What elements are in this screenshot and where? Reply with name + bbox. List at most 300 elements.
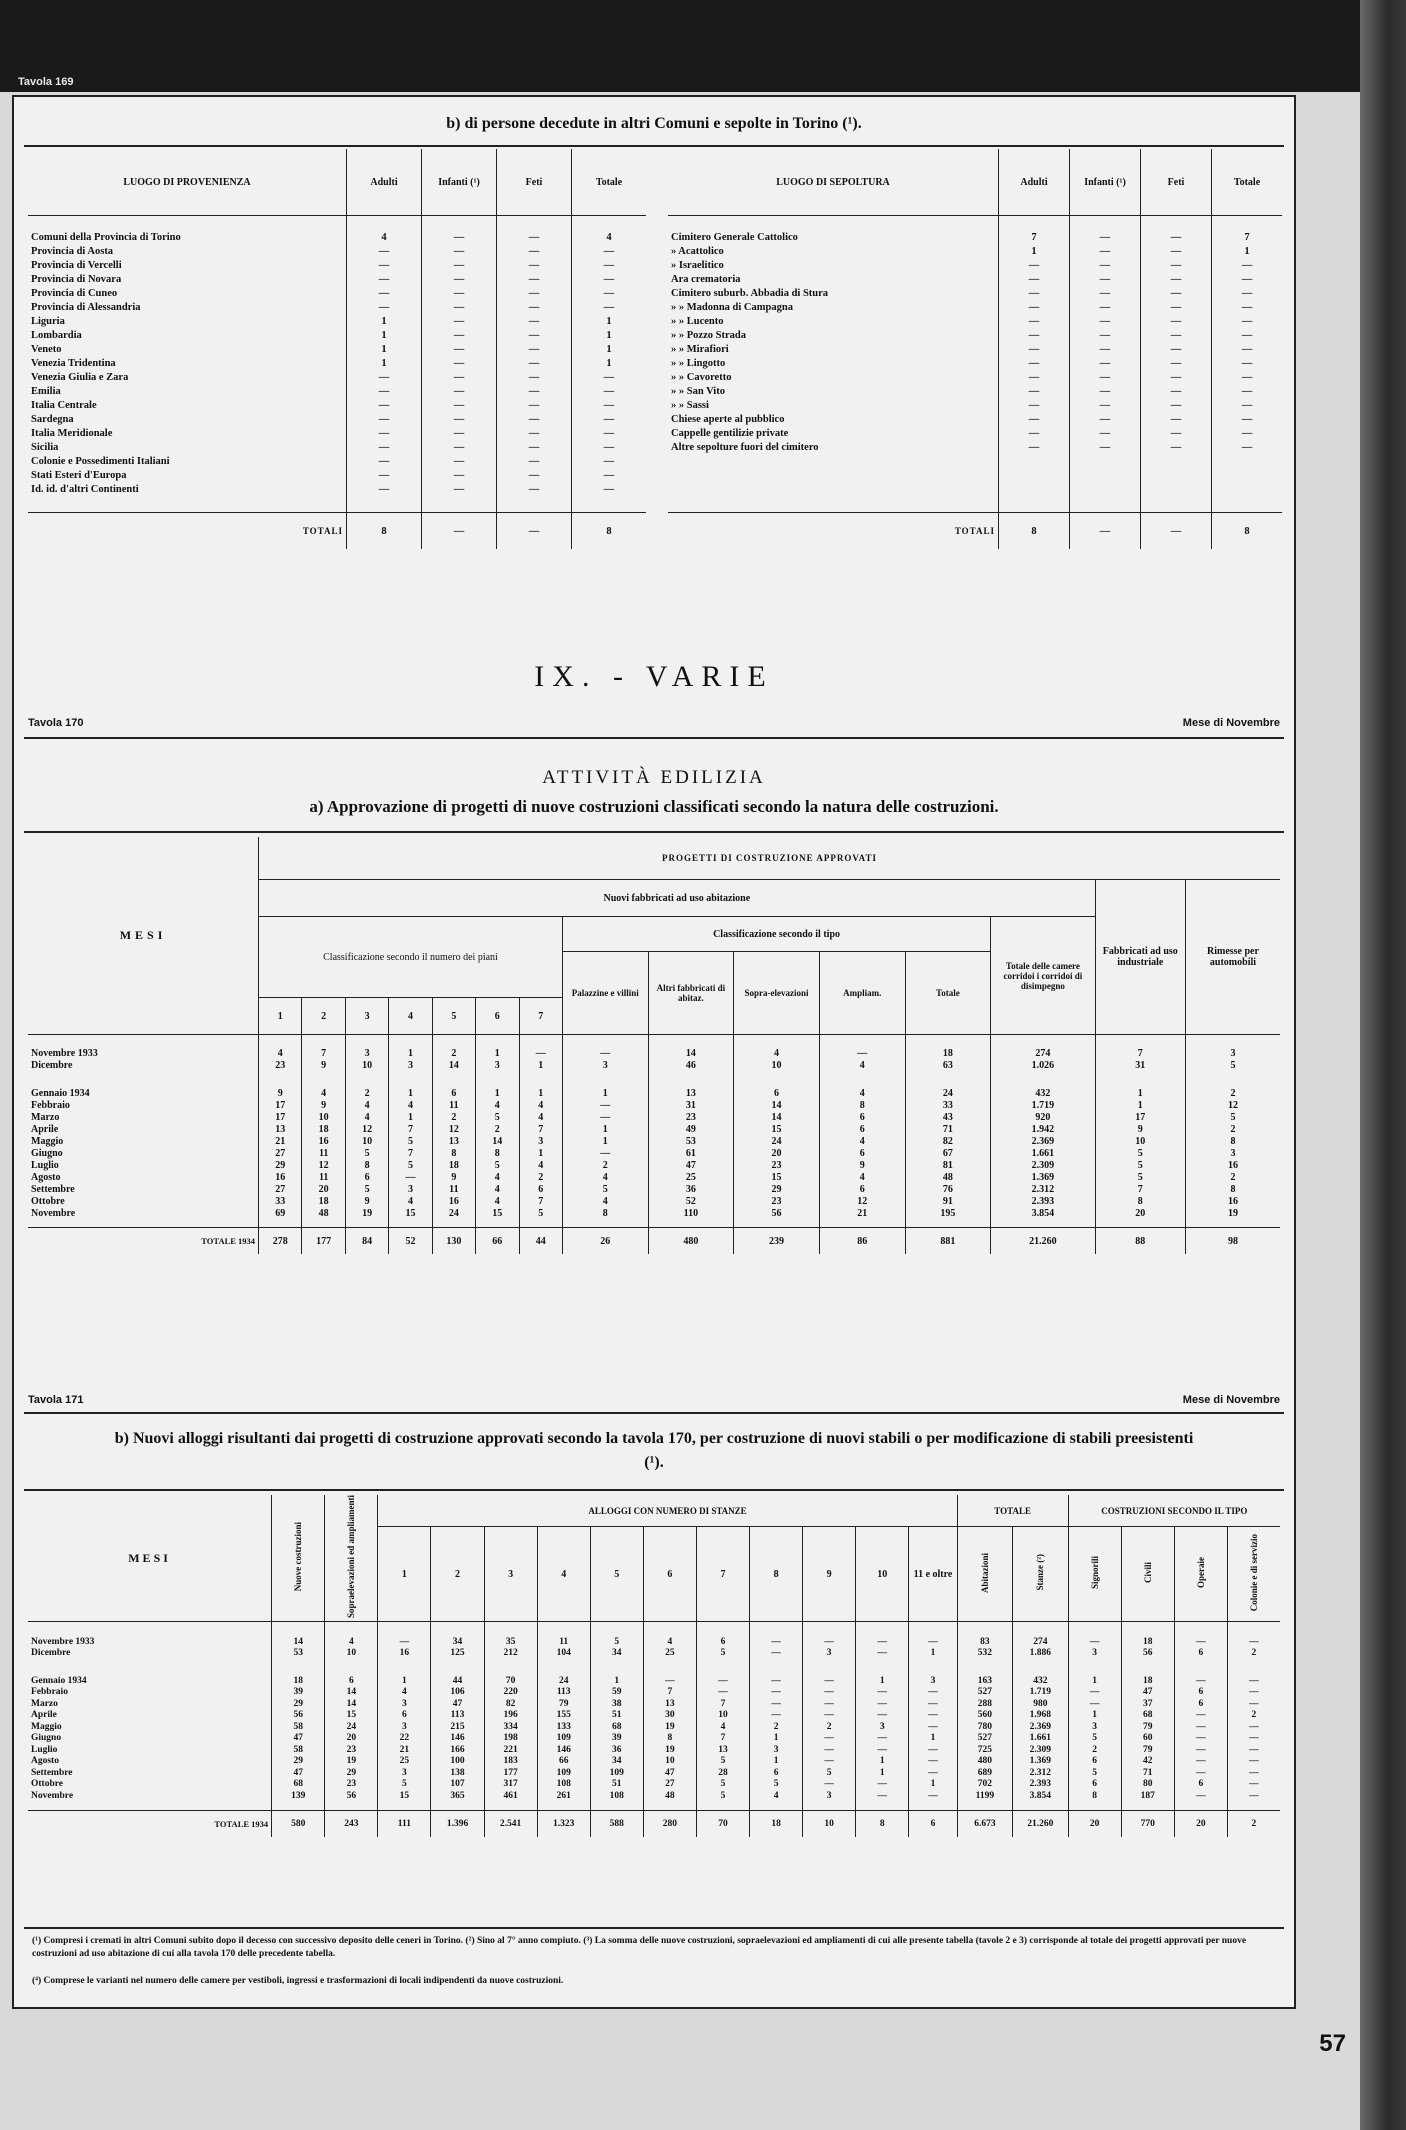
left-header-1: Adulti xyxy=(347,149,422,216)
cell: 35 xyxy=(484,1622,537,1648)
spacer-row xyxy=(668,454,1282,513)
cell: 23 xyxy=(734,1195,820,1207)
row-label: Venezia Tridentina xyxy=(31,357,116,369)
table-row xyxy=(668,412,1282,426)
cell: 432 xyxy=(1013,1659,1068,1687)
cell: — xyxy=(1227,1767,1280,1779)
cell: 4 xyxy=(519,1159,562,1171)
cell: — xyxy=(1068,1622,1121,1648)
cell: 4 xyxy=(750,1790,803,1802)
cell: 1 xyxy=(519,1059,562,1071)
row-label: » » Lingotto xyxy=(671,357,726,369)
tavola-171-month: Mese di Novembre xyxy=(1182,1394,1280,1406)
cell: — xyxy=(856,1687,909,1699)
table-row xyxy=(28,1648,1280,1660)
month-label: Settembre xyxy=(31,1767,73,1778)
cell: — xyxy=(909,1756,957,1768)
cell: — xyxy=(1070,258,1141,272)
cell: 16 xyxy=(259,1171,302,1183)
cell: 14 xyxy=(648,1035,734,1060)
cell: 3 xyxy=(1068,1648,1121,1660)
cell: 13 xyxy=(696,1744,749,1756)
month-label: Maggio xyxy=(31,1135,64,1147)
cell: 18 xyxy=(302,1195,345,1207)
cell: 7 xyxy=(696,1733,749,1745)
total-cell: 1.323 xyxy=(537,1810,590,1837)
cell: 109 xyxy=(537,1767,590,1779)
spacer xyxy=(476,1219,519,1228)
cell: — xyxy=(497,370,572,384)
totale-col-0 xyxy=(957,1527,1012,1622)
cell: 1.661 xyxy=(1013,1733,1068,1745)
cell: 8 xyxy=(819,1099,905,1111)
cell: 980 xyxy=(1013,1698,1068,1710)
cell: — xyxy=(497,244,572,258)
cell: 12 xyxy=(302,1159,345,1171)
table-row xyxy=(28,1659,1280,1687)
cell: — xyxy=(999,370,1070,384)
cell: 2 xyxy=(1185,1071,1280,1099)
spacer xyxy=(819,1219,905,1228)
cell: 3 xyxy=(476,1059,519,1071)
cell: — xyxy=(1070,370,1141,384)
cell: 1.719 xyxy=(991,1099,1095,1111)
cell: 1 xyxy=(562,1071,648,1099)
total-cell: 881 xyxy=(905,1228,991,1255)
cell: 725 xyxy=(957,1744,1012,1756)
spacer xyxy=(325,1802,378,1811)
cell: 560 xyxy=(957,1710,1012,1722)
total-cell: 10 xyxy=(803,1810,856,1837)
spacer xyxy=(537,1802,590,1811)
cell: 5 xyxy=(345,1183,388,1195)
cell: 1 xyxy=(750,1733,803,1745)
cell: 215 xyxy=(431,1721,484,1733)
spacer xyxy=(378,1802,431,1811)
total-cell: 18 xyxy=(750,1810,803,1837)
nuove-costruzioni-header xyxy=(272,1495,325,1622)
cell: 2 xyxy=(803,1721,856,1733)
cell: — xyxy=(999,398,1070,412)
table-row xyxy=(28,258,646,272)
cell: 6 xyxy=(819,1111,905,1123)
cell: 1 xyxy=(562,1123,648,1135)
cell: 1 xyxy=(347,328,422,342)
month-label: Marzo xyxy=(31,1111,60,1123)
cell: 2.312 xyxy=(1013,1767,1068,1779)
tipo-col-4: Totale xyxy=(905,952,991,1035)
cell: 11 xyxy=(537,1622,590,1648)
cell: 19 xyxy=(1185,1207,1280,1219)
cell: 109 xyxy=(590,1767,643,1779)
cell: 108 xyxy=(590,1790,643,1802)
cell: 10 xyxy=(734,1059,820,1071)
cell: — xyxy=(497,328,572,342)
cell: 689 xyxy=(957,1767,1012,1779)
cell: — xyxy=(422,272,497,286)
cell: 47 xyxy=(648,1159,734,1171)
cell: 3 xyxy=(378,1767,431,1779)
cell: — xyxy=(1227,1622,1280,1648)
cell: 18 xyxy=(302,1123,345,1135)
cell: — xyxy=(347,482,422,496)
cell: 1 xyxy=(856,1767,909,1779)
cell: 5 xyxy=(1185,1059,1280,1071)
cell: — xyxy=(1227,1790,1280,1802)
cell: 10 xyxy=(345,1059,388,1071)
total-cell: 588 xyxy=(590,1810,643,1837)
total-label: TOTALI xyxy=(668,513,999,550)
spacer xyxy=(668,454,999,513)
table-row xyxy=(28,1159,1280,1171)
spacer xyxy=(1095,1219,1185,1228)
cell: — xyxy=(1141,244,1212,258)
cell: 20 xyxy=(734,1147,820,1159)
cell: — xyxy=(1141,370,1212,384)
cell: 13 xyxy=(259,1123,302,1135)
mesi-header: MESI xyxy=(28,837,259,1035)
cell: 2 xyxy=(1185,1123,1280,1135)
cell: 4 xyxy=(378,1687,431,1699)
cell: 21 xyxy=(259,1135,302,1147)
cell: 4 xyxy=(734,1035,820,1060)
cell: 6 xyxy=(1068,1779,1121,1791)
cell: 4 xyxy=(345,1111,388,1123)
left-header-2: Infanti (¹) xyxy=(422,149,497,216)
total-cell: 66 xyxy=(476,1228,519,1255)
total-cell: 130 xyxy=(432,1228,475,1255)
cell: — xyxy=(1212,300,1283,314)
cell: 24 xyxy=(537,1659,590,1687)
cell: — xyxy=(803,1698,856,1710)
cell: — xyxy=(803,1659,856,1687)
cell: — xyxy=(1070,398,1141,412)
cell: 7 xyxy=(696,1698,749,1710)
cell: 80 xyxy=(1121,1779,1174,1791)
cell: 195 xyxy=(905,1207,991,1219)
cell: 2.309 xyxy=(991,1159,1095,1171)
cell: — xyxy=(422,314,497,328)
cell: 47 xyxy=(272,1733,325,1745)
cell: 1 xyxy=(1095,1099,1185,1111)
cell: 60 xyxy=(1121,1733,1174,1745)
tipo-col-text: Operaie xyxy=(1195,1557,1206,1589)
cell: 4 xyxy=(476,1195,519,1207)
cell: 7 xyxy=(389,1147,432,1159)
cell: 163 xyxy=(957,1659,1012,1687)
cell: 4 xyxy=(476,1183,519,1195)
cell: — xyxy=(572,468,647,482)
table-row xyxy=(28,1790,1280,1802)
spacer xyxy=(1185,1219,1280,1228)
cell: — xyxy=(572,482,647,496)
sopraelevazioni-header xyxy=(325,1495,378,1622)
cell: 51 xyxy=(590,1779,643,1791)
tipo-col-0: Palazzine e villini xyxy=(562,952,648,1035)
cell: — xyxy=(750,1648,803,1660)
tipo-col-2 xyxy=(1174,1527,1227,1622)
table-row xyxy=(28,1721,1280,1733)
cell: 1 xyxy=(347,356,422,370)
cell: 780 xyxy=(957,1721,1012,1733)
table-row xyxy=(28,384,646,398)
cell: — xyxy=(1068,1687,1121,1699)
spacer xyxy=(803,1802,856,1811)
cell: 2.393 xyxy=(991,1195,1095,1207)
right-header-1: Adulti xyxy=(999,149,1070,216)
cell: — xyxy=(572,244,647,258)
cell: 532 xyxy=(957,1648,1012,1660)
spacer xyxy=(734,1219,820,1228)
cell: — xyxy=(572,454,647,468)
cell: 1 xyxy=(856,1659,909,1687)
spacer xyxy=(1121,1802,1174,1811)
spacer xyxy=(1227,1802,1280,1811)
piani-col-5: 5 xyxy=(432,998,475,1035)
progetti-header: PROGETTI DI COSTRUZIONE APPROVATI xyxy=(259,837,1280,880)
stanze-col-0: 1 xyxy=(378,1527,431,1622)
table-row xyxy=(28,272,646,286)
cell: 155 xyxy=(537,1710,590,1722)
cell: 108 xyxy=(537,1779,590,1791)
cell: — xyxy=(1212,412,1283,426)
total-cell: 52 xyxy=(389,1228,432,1255)
cell: 4 xyxy=(643,1622,696,1648)
row-label: Cimitero suburb. Abbadia di Stura xyxy=(671,287,829,299)
cell: 146 xyxy=(537,1744,590,1756)
cell: 4 xyxy=(696,1721,749,1733)
cell: 4 xyxy=(389,1195,432,1207)
cell: 6 xyxy=(378,1710,431,1722)
cell: — xyxy=(497,342,572,356)
cell: 1 xyxy=(1068,1659,1121,1687)
cell: — xyxy=(909,1721,957,1733)
cell: 221 xyxy=(484,1744,537,1756)
cell: 7 xyxy=(643,1687,696,1699)
cell: 15 xyxy=(734,1171,820,1183)
table-label: Tavola 169 xyxy=(18,76,74,88)
cell: 461 xyxy=(484,1790,537,1802)
cell: 6 xyxy=(325,1659,378,1687)
spacer xyxy=(1068,1802,1121,1811)
row-label: Provincia di Novara xyxy=(31,273,122,285)
cell: 14 xyxy=(476,1135,519,1147)
cell: 29 xyxy=(272,1698,325,1710)
cell: 12 xyxy=(1185,1099,1280,1111)
table-row xyxy=(28,244,646,258)
cell: 2.369 xyxy=(991,1135,1095,1147)
cell: 2.309 xyxy=(1013,1744,1068,1756)
cell: 8 xyxy=(643,1733,696,1745)
cell: — xyxy=(856,1622,909,1648)
cell: 7 xyxy=(1212,216,1283,245)
row-label: » » Sassi xyxy=(671,399,709,411)
cell: 17 xyxy=(259,1111,302,1123)
cell: — xyxy=(422,328,497,342)
spacer xyxy=(1212,454,1283,513)
spacer xyxy=(28,1802,272,1811)
cell: 9 xyxy=(432,1171,475,1183)
month-label: Agosto xyxy=(31,1171,61,1183)
cell: — xyxy=(1070,286,1141,300)
tavola-170-table xyxy=(28,837,1280,1254)
totale-col-text: Abitazioni xyxy=(979,1552,990,1593)
cell: — xyxy=(999,328,1070,342)
cell: 81 xyxy=(905,1159,991,1171)
cell: — xyxy=(572,370,647,384)
cell: — xyxy=(750,1698,803,1710)
cell: — xyxy=(497,286,572,300)
cell: 69 xyxy=(259,1207,302,1219)
cell: 51 xyxy=(590,1710,643,1722)
spacer xyxy=(643,1802,696,1811)
cell: — xyxy=(497,216,572,245)
spacer xyxy=(750,1802,803,1811)
cell: — xyxy=(1070,356,1141,370)
cell: — xyxy=(856,1648,909,1660)
cell: 8 xyxy=(345,1159,388,1171)
cell: 25 xyxy=(643,1648,696,1660)
cell: — xyxy=(803,1622,856,1648)
cell: 9 xyxy=(1095,1123,1185,1135)
cell: 79 xyxy=(537,1698,590,1710)
cell: — xyxy=(1212,370,1283,384)
cell: — xyxy=(497,300,572,314)
cell: 1 xyxy=(519,1147,562,1159)
cell: 39 xyxy=(272,1687,325,1699)
cell: — xyxy=(347,398,422,412)
cell: 3 xyxy=(1185,1035,1280,1060)
piani-col-2: 2 xyxy=(302,998,345,1035)
tavola-171-table xyxy=(28,1495,1280,1837)
cell: 5 xyxy=(1068,1767,1121,1779)
cell: — xyxy=(497,314,572,328)
cell: — xyxy=(422,440,497,454)
cell: 10 xyxy=(643,1756,696,1768)
month-label: Ottobre xyxy=(31,1779,64,1790)
tavola-171-title: b) Nuovi alloggi risultanti dai progetti di costruzione approvati secondo la tavola 170, per costruzione di nuovi stabili o per modificazione di stabili preesistenti (¹). xyxy=(114,1430,1194,1471)
table-row xyxy=(668,426,1282,440)
cell: 23 xyxy=(648,1111,734,1123)
cell: 113 xyxy=(431,1710,484,1722)
cell: 1 xyxy=(590,1659,643,1687)
cell: 3.854 xyxy=(991,1207,1095,1219)
table-row xyxy=(668,258,1282,272)
cell: — xyxy=(347,412,422,426)
cell: 4 xyxy=(476,1099,519,1111)
table-row xyxy=(668,342,1282,356)
cell: — xyxy=(497,398,572,412)
spacer xyxy=(272,1802,325,1811)
cell: — xyxy=(572,272,647,286)
cell: 63 xyxy=(905,1059,991,1071)
cell: 480 xyxy=(957,1756,1012,1768)
cell: — xyxy=(347,272,422,286)
table-row xyxy=(28,1071,1280,1099)
row-label: » » Cavoretto xyxy=(671,371,732,383)
cell: 7 xyxy=(519,1123,562,1135)
total-cell: 21.260 xyxy=(1013,1810,1068,1837)
cell: 56 xyxy=(272,1710,325,1722)
total-cell: 8 xyxy=(856,1810,909,1837)
cell: 8 xyxy=(1185,1183,1280,1195)
cell: 1199 xyxy=(957,1790,1012,1802)
cell: — xyxy=(347,468,422,482)
cell: 19 xyxy=(325,1756,378,1768)
row-label: Italia Centrale xyxy=(31,399,97,411)
cell: — xyxy=(1174,1659,1227,1687)
tipo-col-1: Altri fabbricati di abitaz. xyxy=(648,952,734,1035)
table-row xyxy=(28,1135,1280,1147)
row-label: » Israelitico xyxy=(671,259,724,271)
cell: 18 xyxy=(272,1659,325,1687)
cell: 79 xyxy=(1121,1744,1174,1756)
cell: 1 xyxy=(1068,1710,1121,1722)
spacer-row xyxy=(28,1219,1280,1228)
page-number: 57 xyxy=(1319,2030,1346,2057)
table-row xyxy=(28,1687,1280,1699)
cell: 29 xyxy=(325,1767,378,1779)
cell: 166 xyxy=(431,1744,484,1756)
cell: — xyxy=(1174,1790,1227,1802)
cell: 1 xyxy=(389,1035,432,1060)
section-b-caption: b) di persone decedute in altri Comuni e sepolte in Torino (¹). xyxy=(446,115,862,132)
table-row xyxy=(28,1099,1280,1111)
cell: — xyxy=(643,1659,696,1687)
cell: 11 xyxy=(432,1183,475,1195)
cell: — xyxy=(422,398,497,412)
cell: — xyxy=(572,398,647,412)
footnote-2: (⁴) Comprese le varianti nel numero delle camere per vestiboli, ingressi e trasformazioni di locali indipendenti da nuove costruzioni. xyxy=(32,1976,564,1986)
cell: 2 xyxy=(1185,1171,1280,1183)
cell: — xyxy=(497,426,572,440)
tipo-col-1 xyxy=(1121,1527,1174,1622)
cell: — xyxy=(999,356,1070,370)
cell: — xyxy=(1174,1733,1227,1745)
month-label: Luglio xyxy=(31,1744,58,1755)
cell: 6 xyxy=(345,1171,388,1183)
cell: 12 xyxy=(432,1123,475,1135)
cell: — xyxy=(999,412,1070,426)
table-row xyxy=(28,1171,1280,1183)
cell: — xyxy=(347,244,422,258)
cell: — xyxy=(1174,1756,1227,1768)
cell: 2 xyxy=(432,1111,475,1123)
cell: — xyxy=(1141,272,1212,286)
cell: 52 xyxy=(648,1195,734,1207)
cell: 196 xyxy=(484,1710,537,1722)
total-cell: — xyxy=(1070,513,1141,550)
month-label: Novembre xyxy=(31,1790,74,1801)
cell: — xyxy=(1212,426,1283,440)
cell: — xyxy=(1212,398,1283,412)
cell: 27 xyxy=(259,1147,302,1159)
row-label: Cappelle gentilizie private xyxy=(671,427,789,439)
cell: 6 xyxy=(1174,1698,1227,1710)
cell: 4 xyxy=(562,1195,648,1207)
cell: 8 xyxy=(476,1147,519,1159)
cell: — xyxy=(572,384,647,398)
spacer xyxy=(347,496,422,513)
cell: 47 xyxy=(1121,1687,1174,1699)
cell: 82 xyxy=(905,1135,991,1147)
cell: 19 xyxy=(643,1721,696,1733)
cell: — xyxy=(856,1733,909,1745)
month-label: Settembre xyxy=(31,1183,75,1195)
table-row xyxy=(28,1183,1280,1195)
cell: 21 xyxy=(378,1744,431,1756)
table-row xyxy=(668,398,1282,412)
